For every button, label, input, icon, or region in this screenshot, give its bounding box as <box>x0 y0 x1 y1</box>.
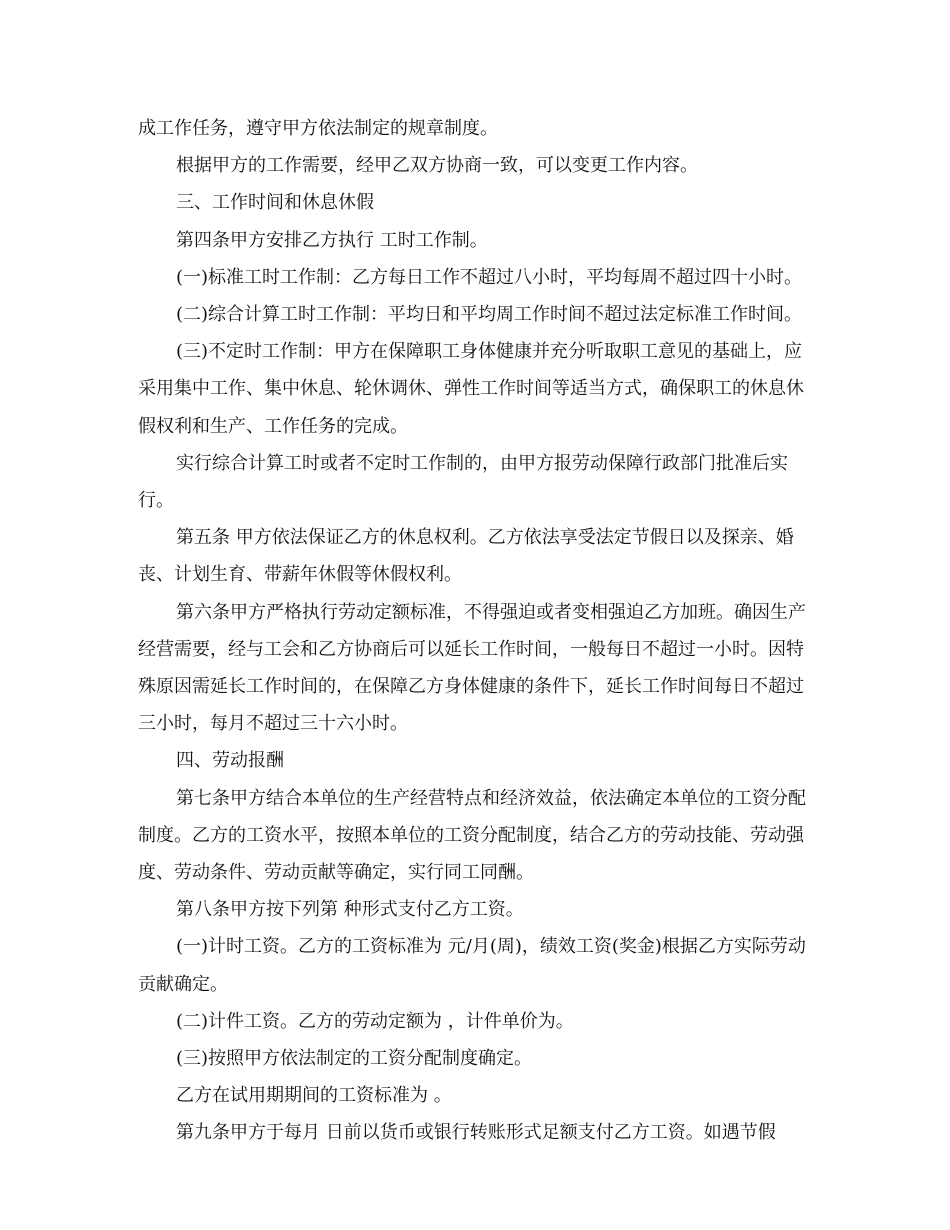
article-7: 第七条甲方结合本单位的生产经营特点和经济效益，依法确定本单位的工资分配制度。乙方的工资水平，按照本单位的工资分配制度，结合乙方的劳动技能、劳动强度、劳动条件、劳动贡献等确定，实行同工同酬。 <box>138 787 806 884</box>
section-heading-work-hours: 三、工作时间和休息休假 <box>176 192 374 214</box>
paragraph: 实行综合计算工时或者不定时工作制的，由甲方报劳动保障行政部门批准后实行。 <box>138 452 788 512</box>
article-6: 第六条甲方严格执行劳动定额标准，不得强迫或者变相强迫乙方加班。确因生产经营需要，经与工会和乙方协商后可以延长工作时间，一般每日不超过一小时。因特殊原因需延长工作时间的，在保障乙方身体健康的条件下，延长工作时间每日不超过三小时，每月不超过三十六小时。 <box>138 601 806 735</box>
article-4-item-3: (三)不定时工作制：甲方在保障职工身体健康并充分听取职工意见的基础上，应采用集中工作、集中休息、轮休调休、弹性工作时间等适当方式，确保职工的休息休假权利和生产、工作任务的完成。 <box>138 341 804 437</box>
paragraph-continuation: 成工作任务，遵守甲方依法制定的规章制度。 <box>138 118 498 139</box>
article-4-item-1: (一)标准工时工作制：乙方每日工作不超过八小时，平均每周不超过四十小时。 <box>176 266 803 288</box>
article-8-item-1: (一)计时工资。乙方的工资标准为 元/月(周)，绩效工资(奖金)根据乙方实际劳动贡献确定。 <box>138 936 806 995</box>
article-8: 第八条甲方按下列第 种形式支付乙方工资。 <box>176 899 524 921</box>
paragraph: 根据甲方的工作需要，经甲乙双方协商一致，可以变更工作内容。 <box>176 155 698 177</box>
article-9: 第九条甲方于每月 日前以货币或银行转账形式足额支付乙方工资。如遇节假 <box>176 1122 776 1144</box>
article-4: 第四条甲方安排乙方执行 工时工作制。 <box>176 229 488 251</box>
article-4-item-2: (二)综合计算工时工作制：平均日和平均周工作时间不超过法定标准工作时间。 <box>176 304 803 326</box>
document-body <box>138 110 818 1152</box>
paragraph: 乙方在试用期期间的工资标准为 。 <box>176 1085 452 1107</box>
article-8-item-2: (二)计件工资。乙方的劳动定额为 ，计件单价为。 <box>176 1010 574 1032</box>
article-5: 第五条 甲方依法保证乙方的休息权利。乙方依法享受法定节假日以及探亲、婚丧、计划生育、带薪年休假等休假权利。 <box>138 527 794 586</box>
section-heading-remuneration: 四、劳动报酬 <box>176 750 284 772</box>
article-8-item-3: (三)按照甲方依法制定的工资分配制度确定。 <box>176 1048 533 1070</box>
